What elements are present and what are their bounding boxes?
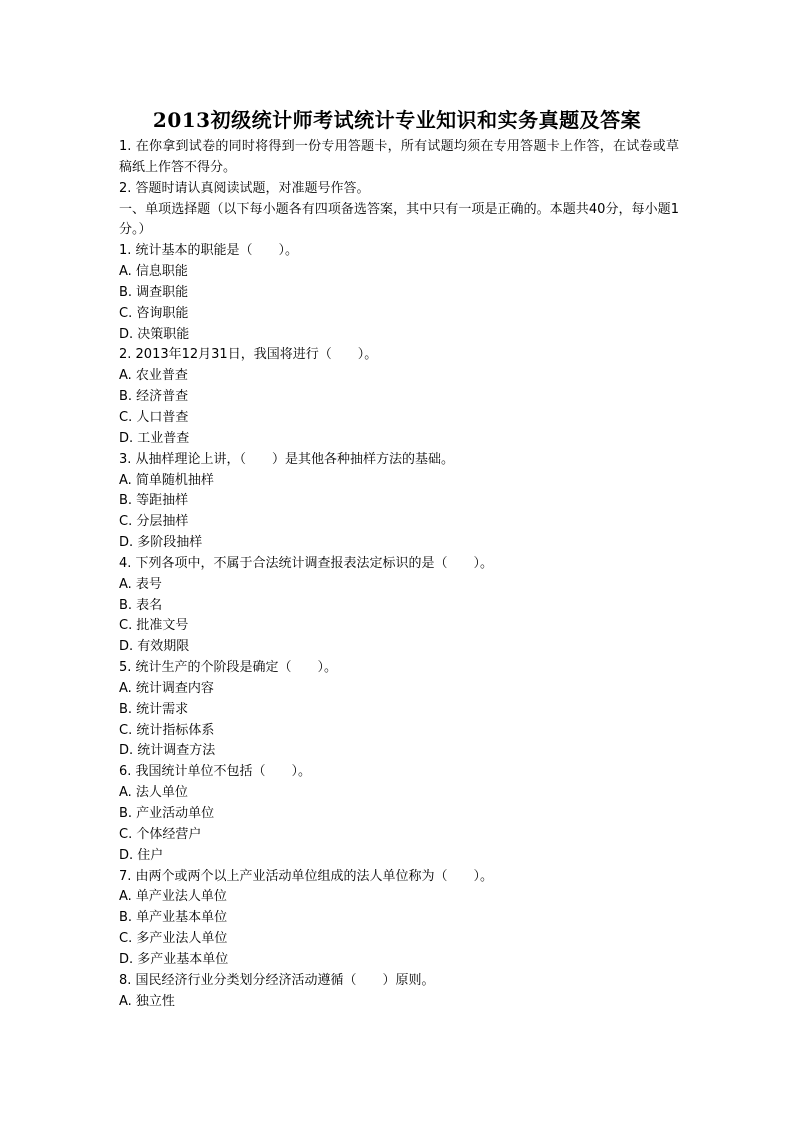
question-8 xyxy=(119,971,679,1013)
option-b: B. 产业活动单位 xyxy=(119,806,215,821)
document-title: 2013初级统计师考试统计专业知识和实务真题及答案 xyxy=(152,108,642,132)
question-7 xyxy=(119,867,679,971)
document-body xyxy=(119,137,679,1012)
option-d: D. 工业普查 xyxy=(119,430,190,446)
question-5 xyxy=(119,658,679,762)
option-d: D. 多产业基本单位 xyxy=(119,951,229,967)
option-b: B. 统计需求 xyxy=(119,701,189,717)
question-stem: 4. 下列各项中，不属于合法统计调查报表法定标识的是（ ）。 xyxy=(119,555,494,571)
instruction-1: 1. 在你拿到试卷的同时将得到一份专用答题卡，所有试题均须在专用答题卡上作答，在试卷或草稿纸上作答不得分。 xyxy=(119,139,679,175)
option-c: C. 统计指标体系 xyxy=(119,722,215,738)
option-d: D. 统计调查方法 xyxy=(119,743,216,759)
option-b: B. 经济普查 xyxy=(119,389,189,405)
option-b: B. 单产业基本单位 xyxy=(119,910,228,926)
option-a: A. 统计调查内容 xyxy=(119,680,214,696)
option-b: B. 等距抽样 xyxy=(119,493,189,509)
question-6 xyxy=(119,762,679,866)
option-b: B. 调查职能 xyxy=(119,284,189,300)
question-4 xyxy=(119,554,679,658)
option-d: D. 多阶段抽样 xyxy=(119,535,203,551)
option-b: B. 表名 xyxy=(119,597,163,613)
option-c: C. 个体经营户 xyxy=(119,826,202,842)
option-c: C. 咨询职能 xyxy=(119,305,189,321)
option-a: A. 表号 xyxy=(119,576,162,592)
section-header: 一、单项选择题（以下每小题各有四项备选答案，其中只有一项是正确的。本题共40分，每小题1分。） xyxy=(119,201,679,238)
option-c: C. 人口普查 xyxy=(119,409,189,425)
question-stem: 2. 2013年12月31日，我国将进行（ ）。 xyxy=(119,347,378,363)
option-a: A. 信息职能 xyxy=(119,264,188,280)
option-d: D. 有效期限 xyxy=(119,639,190,655)
option-a: A. 法人单位 xyxy=(119,785,188,801)
option-a: A. 简单随机抽样 xyxy=(119,472,214,488)
question-stem: 1. 统计基本的职能是（ ）。 xyxy=(119,243,299,259)
question-stem: 6. 我国统计单位不包括（ ）。 xyxy=(119,764,312,780)
question-3 xyxy=(119,450,679,554)
option-a: A. 独立性 xyxy=(119,993,175,1009)
question-2 xyxy=(119,345,679,449)
option-c: C. 分层抽样 xyxy=(119,514,189,530)
option-a: A. 农业普查 xyxy=(119,368,188,384)
option-d: D. 住户 xyxy=(119,847,164,863)
option-a: A. 单产业法人单位 xyxy=(119,889,227,905)
option-d: D. 决策职能 xyxy=(119,326,190,342)
question-stem: 3. 从抽样理论上讲，（ ）是其他各种抽样方法的基础。 xyxy=(119,451,455,467)
option-c: C. 多产业法人单位 xyxy=(119,931,228,947)
question-stem: 7. 由两个或两个以上产业活动单位组成的法人单位称为（ ）。 xyxy=(119,868,494,884)
question-stem: 5. 统计生产的个阶段是确定（ ）。 xyxy=(119,660,338,676)
instruction-2: 2. 答题时请认真阅读试题，对准题号作答。 xyxy=(119,180,370,196)
question-stem: 8. 国民经济行业分类划分经济活动遵循（ ）原则。 xyxy=(119,972,435,988)
question-1 xyxy=(119,241,679,345)
option-c: C. 批准文号 xyxy=(119,618,189,634)
